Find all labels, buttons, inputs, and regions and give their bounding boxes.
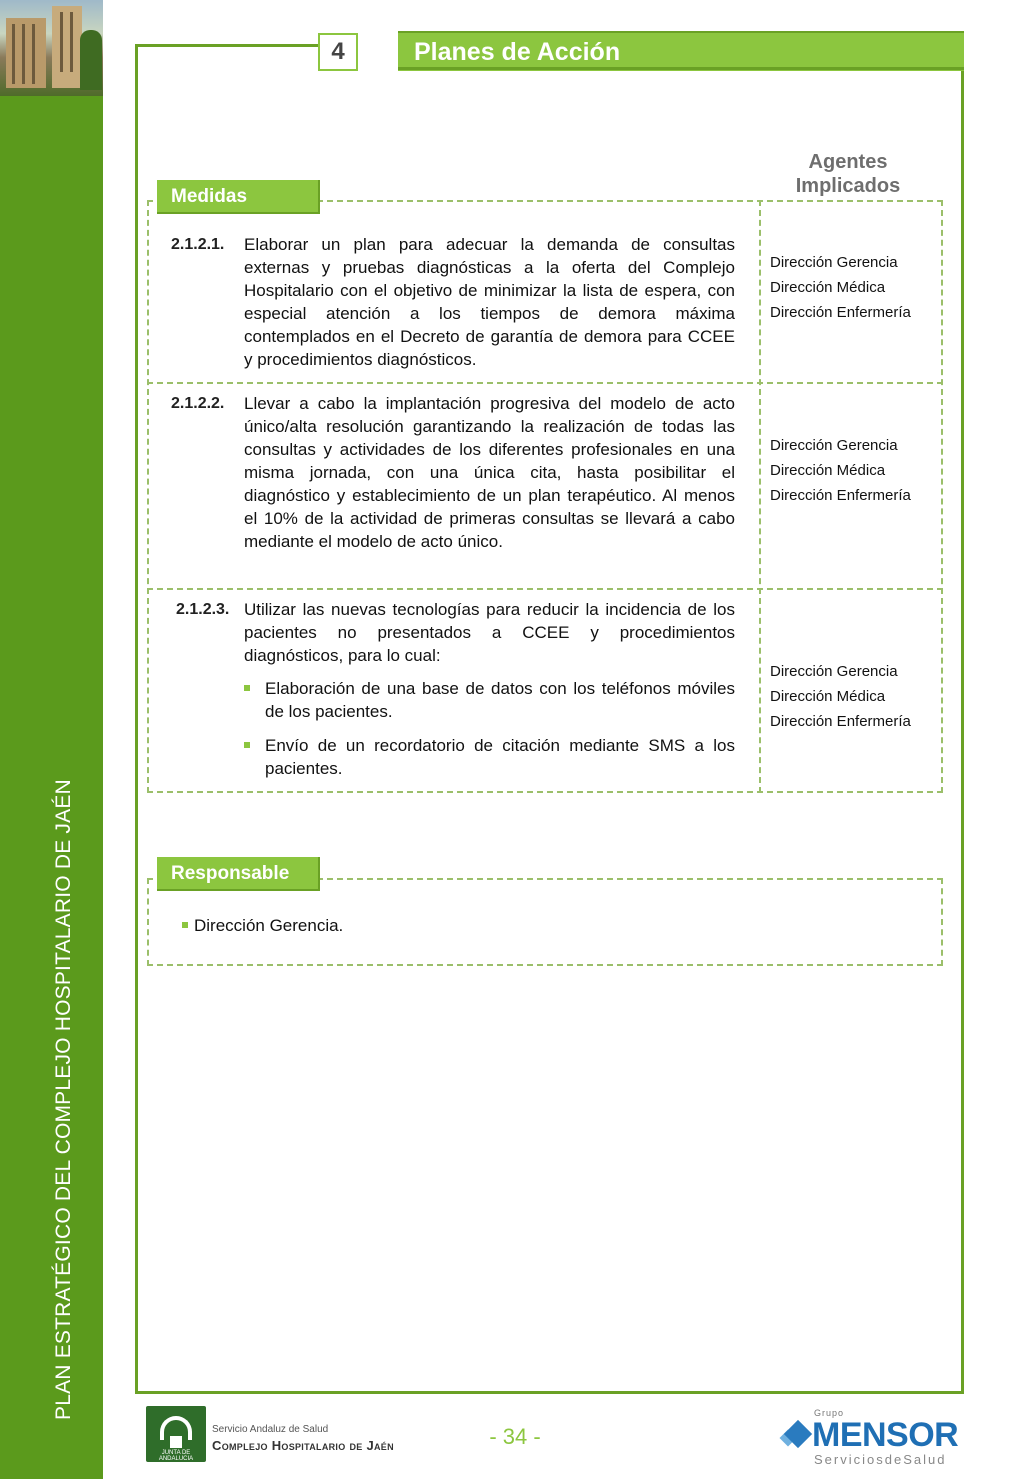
- responsable-label: Responsable: [157, 857, 320, 891]
- agent-item: Dirección Enfermería: [770, 487, 911, 504]
- measure-number: 2.1.2.3.: [176, 601, 230, 618]
- agent-item: Dirección Médica: [770, 462, 886, 479]
- page-number: - 34 -: [489, 1424, 541, 1449]
- measure-agents: [770, 433, 911, 508]
- agent-item: Dirección Enfermería: [770, 713, 911, 730]
- hospital-photo: [0, 0, 103, 96]
- measure-text: Llevar a cabo la implantación progresiva del modelo de acto único/alta resolución garantizando la realización de todas las consultas y actividades de los diferentes profesionales en una misma jornada, con una única cita, hasta posibilitar el diagnóstico y establecimiento de un plan terapéutico. Al menos el 10% de la actividad de primeras consultas se llevará a cabo mediante el modelo de acto único.: [244, 394, 735, 551]
- measure-text: Elaborar un plan para adecuar la demanda de consultas externas y pruebas diagnósticas a la oferta del Complejo Hospitalario con el objetivo de minimizar la lista de espera, con especial atención a los tiempos de demora máxima contemplados en el Decreto de garantía de demora para CCEE y procedimientos diagnósticos.: [244, 235, 735, 369]
- agent-item: Dirección Médica: [770, 279, 886, 296]
- bullet-square-icon: [244, 685, 250, 691]
- junta-andalucia-logo-icon: JUNTA DE ANDALUCIA: [146, 1406, 206, 1462]
- row-divider: [147, 382, 943, 384]
- sas-logo: JUNTA DE ANDALUCIA Servicio Andaluz de Salud Complejo Hospitalario de Jaén: [146, 1406, 404, 1464]
- mensor-logo: Grupo MENSOR ServiciosdeSalud: [782, 1408, 962, 1468]
- section-title-bar: [398, 31, 964, 71]
- document-side-title: PLAN ESTRATÉGICO DEL COMPLEJO HOSPITALARIO DE JAÉN: [52, 779, 75, 1420]
- section-number: 4: [318, 33, 358, 71]
- medidas-label: Medidas: [157, 180, 320, 214]
- row-divider: [147, 588, 943, 590]
- measure-number: 2.1.2.2.: [171, 395, 225, 412]
- agent-item: Dirección Gerencia: [770, 437, 898, 454]
- section-title: Planes de Acción: [414, 38, 621, 66]
- measure-text: Utilizar las nuevas tecnologías para reducir la incidencia de los pacientes no presentados a CCEE y procedimientos diagnósticos, para lo cual:: [244, 600, 735, 665]
- agent-item: Dirección Médica: [770, 688, 886, 705]
- bullet-square-icon: [182, 922, 188, 928]
- agent-item: Dirección Gerencia: [770, 663, 898, 680]
- responsable-item: Dirección Gerencia.: [182, 916, 343, 936]
- agent-item: Dirección Enfermería: [770, 304, 911, 321]
- bullet-square-icon: [244, 742, 250, 748]
- measure-number: 2.1.2.1.: [171, 236, 225, 253]
- measure-agents: [770, 659, 911, 734]
- agent-item: Dirección Gerencia: [770, 254, 898, 271]
- measure-agents: [770, 250, 911, 325]
- agentes-heading: Agentes Implicados: [795, 151, 901, 197]
